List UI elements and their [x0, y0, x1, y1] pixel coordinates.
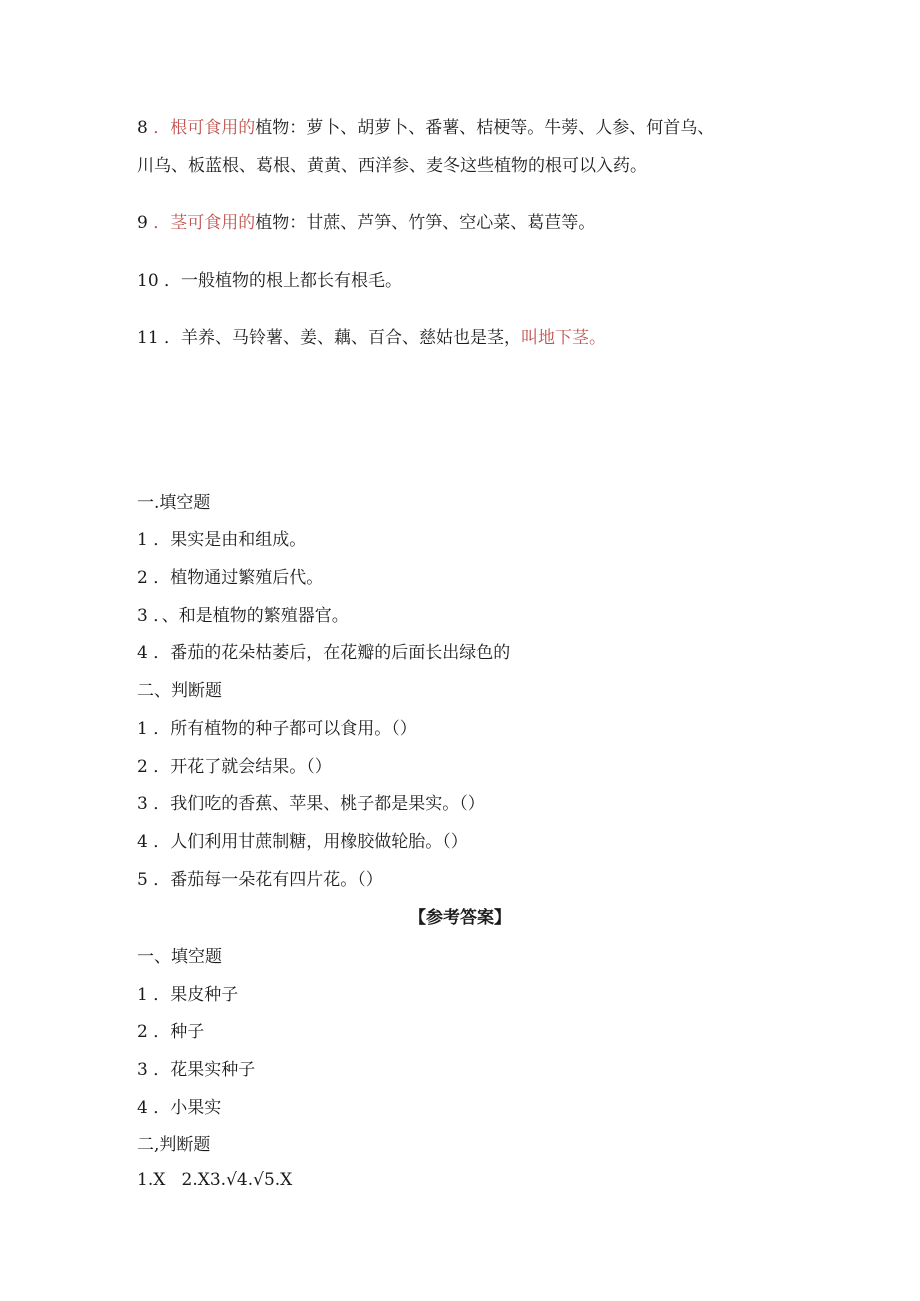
note-8-text: 植物：萝卜、胡萝卜、番薯、桔梗等。牛蒡、人参、何首乌、	[255, 118, 715, 138]
note-item-9	[137, 212, 595, 234]
answers-judge-heading: 二,判断题	[137, 1135, 211, 1155]
quiz-fill-item: 4 ．番茄的花朵枯萎后，在花瓣的后面长出绿色的	[137, 643, 511, 663]
note-8-highlight: 根可食用的	[170, 118, 256, 138]
note-9-dot: ．	[153, 213, 171, 233]
answers-title: 【参考答案】	[409, 908, 511, 928]
quiz-judge-item: 1 ．所有植物的种子都可以食用。（）	[137, 719, 417, 739]
quiz-fill-item: 1 ．果实是由和组成。	[137, 530, 307, 550]
note-9-number: 9	[137, 213, 148, 233]
note-11-text: 11 ．羊养、马铃薯、姜、藕、百合、慈姑也是茎，	[137, 328, 522, 348]
note-8-number: 8	[137, 118, 148, 138]
answer-fill-item: 3 ．花果实种子	[137, 1060, 256, 1080]
answers-fill-heading: 一、填空题	[137, 947, 222, 967]
answers-judge-line: 1.X 2.X3.√4.√5.X	[137, 1170, 293, 1190]
answer-fill-item: 4 ．小果实	[137, 1098, 222, 1118]
note-item-10: 10 ．一般植物的根上都长有根毛。	[137, 271, 403, 291]
quiz-judge-item: 2 ．开花了就会结果。（）	[137, 757, 332, 777]
note-9-text: 植物：甘蔗、芦笋、竹笋、空心菜、葛苣等。	[255, 213, 596, 233]
note-9-highlight: 茎可食用的	[170, 213, 256, 233]
note-11-highlight: 叫地下茎。	[521, 328, 607, 348]
quiz-fill-item: 2 ．植物通过繁殖后代。	[137, 568, 324, 588]
answer-fill-item: 2 ．种子	[137, 1022, 205, 1042]
quiz-judge-item: 3 ．我们吃的香蕉、苹果、桃子都是果实。（）	[137, 794, 485, 814]
note-8-dot: ．	[153, 118, 171, 138]
quiz-judge-heading: 二、判断题	[137, 681, 222, 701]
answer-fill-item: 1 ．果皮种子	[137, 985, 239, 1005]
note-item-8	[137, 117, 714, 139]
quiz-fill-heading: 一.填空题	[137, 493, 211, 513]
quiz-fill-item: 3 ．、和是植物的繁殖器官。	[137, 606, 349, 626]
quiz-judge-item: 4 ．人们利用甘蔗制糖，用橡胶做轮胎。（）	[137, 832, 468, 852]
note-item-11	[137, 327, 606, 349]
quiz-judge-item: 5 ．番茄每一朵花有四片花。（）	[137, 870, 383, 890]
note-item-8-line2: 川乌、板蓝根、葛根、黄黄、西洋参、麦冬这些植物的根可以入药。	[137, 156, 647, 176]
